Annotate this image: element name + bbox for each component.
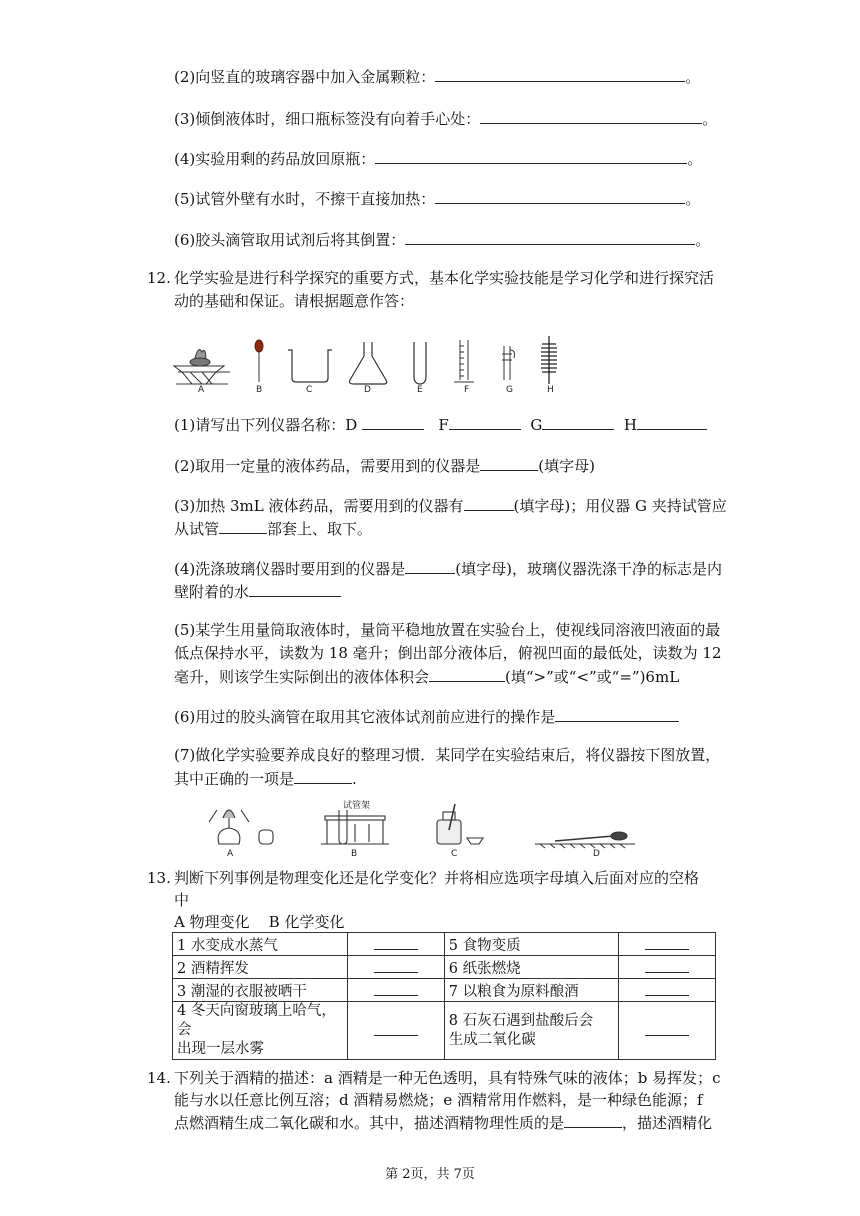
instrument-c-beaker-icon bbox=[288, 350, 332, 382]
table-cell: 7 以粮食为原料酿酒 bbox=[444, 979, 618, 1002]
answer-blank[interactable] bbox=[374, 934, 418, 950]
answer-blank[interactable] bbox=[435, 66, 685, 82]
q12-part-7: (7)做化学实验要养成良好的整理习惯．某同学在实验结束后，将仪器按下图放置， bbox=[174, 746, 721, 764]
figure-label: A bbox=[198, 385, 205, 394]
table-cell: 1 水变成水蒸气 bbox=[173, 933, 348, 956]
answer-blank[interactable] bbox=[480, 455, 538, 471]
answer-cell[interactable] bbox=[347, 1002, 444, 1060]
figure-label: D bbox=[364, 385, 371, 394]
instrument-f-cylinder-icon bbox=[454, 340, 474, 382]
instrument-g-holder-icon bbox=[502, 346, 515, 380]
answer-cell[interactable] bbox=[618, 933, 715, 956]
q13-table bbox=[172, 932, 716, 1060]
answer-blank[interactable] bbox=[374, 957, 418, 973]
answer-blank[interactable] bbox=[435, 188, 685, 204]
question-number: 14. bbox=[147, 1069, 171, 1087]
answer-blank[interactable] bbox=[542, 414, 614, 430]
q14-text: 下列关于酒精的描述：a 酒精是一种无色透明，具有特殊气味的液体；b 易挥发；c bbox=[174, 1069, 721, 1087]
q12-part-7-cont: 其中正确的一项是 . bbox=[174, 770, 357, 788]
answer-cell[interactable] bbox=[347, 956, 444, 979]
answer-cell[interactable] bbox=[618, 956, 715, 979]
answer-blank[interactable] bbox=[645, 1020, 689, 1036]
answer-blank[interactable] bbox=[374, 1020, 418, 1036]
answer-cell[interactable] bbox=[347, 979, 444, 1002]
q12-part-3: (3)加热 3mL 液体药品，需要用到的仪器有 (填字母)；用仪器 G 夹持试管应 bbox=[174, 497, 727, 515]
q11-item-6: (6)胶头滴管取用试剂后将其倒置： 。 bbox=[174, 231, 711, 249]
figure-label: F bbox=[464, 385, 470, 394]
q13-intro: 判断下列事例是物理变化还是化学变化？并将相应选项字母填入后面对应的空格 bbox=[174, 869, 700, 887]
table-cell: 5 食物变质 bbox=[444, 933, 618, 956]
page-footer: 第 2页，共 7页 bbox=[385, 1167, 475, 1182]
answer-blank[interactable] bbox=[362, 414, 424, 430]
answer-cell[interactable] bbox=[347, 933, 444, 956]
figure-label: G bbox=[506, 385, 513, 394]
answer-blank[interactable] bbox=[449, 414, 521, 430]
q12-part-3-cont: 从试管 部套上、取下。 bbox=[174, 520, 373, 538]
figure-label: C bbox=[306, 385, 313, 394]
q11-item-3: (3)倾倒液体时，细口瓶标签没有向着手心处： 。 bbox=[174, 110, 718, 128]
instrument-d-flask-icon bbox=[350, 342, 387, 384]
question-number: 13. bbox=[147, 869, 171, 887]
q12-part-1: (1)请写出下列仪器名称：D F G H bbox=[174, 414, 707, 435]
q12-part-6: (6)用过的胶头滴管在取用其它液体试剂前应进行的操作是 bbox=[174, 706, 679, 727]
q12-part-5-cont: 低点保持水平，读数为 18 毫升；倒出部分液体后，俯视凹面的最低处，读数为 12 bbox=[174, 644, 722, 662]
figure-label: C bbox=[451, 849, 458, 859]
figure-label: B bbox=[351, 849, 358, 859]
figure-label: D bbox=[593, 849, 600, 859]
figure-label: A bbox=[227, 849, 234, 859]
table-cell: 6 纸张燃烧 bbox=[444, 956, 618, 979]
q12-part-4-cont: 壁附着的水 bbox=[174, 581, 341, 602]
answer-cell[interactable] bbox=[618, 1002, 715, 1060]
answer-blank[interactable] bbox=[375, 148, 687, 164]
answer-blank[interactable] bbox=[645, 957, 689, 973]
figure-label: E bbox=[417, 385, 423, 394]
table-row bbox=[173, 979, 716, 1002]
instrument-a-icon bbox=[174, 350, 230, 384]
table-cell: 2 酒精挥发 bbox=[173, 956, 348, 979]
answer-blank[interactable] bbox=[564, 1112, 622, 1128]
question-number: 12. bbox=[147, 269, 171, 287]
instrument-e-test-tube-icon bbox=[414, 342, 426, 384]
instrument-b-dropper-icon bbox=[255, 340, 263, 382]
q11-item-4: (4)实验用剩的药品放回原瓶： 。 bbox=[174, 150, 703, 168]
q14-text: 点燃酒精生成二氧化碳和水。其中，描述酒精物理性质的是 ，描述酒精化 bbox=[174, 1114, 713, 1132]
answer-blank[interactable] bbox=[637, 414, 707, 430]
answer-blank[interactable] bbox=[249, 581, 341, 597]
answer-blank[interactable] bbox=[429, 666, 505, 682]
figure-label: H bbox=[547, 385, 554, 394]
answer-blank[interactable] bbox=[645, 980, 689, 996]
reagent-bottle-icon bbox=[437, 804, 483, 844]
instrument-h-brush-icon bbox=[541, 336, 557, 384]
answer-blank[interactable] bbox=[555, 706, 679, 722]
test-tube-rack-icon bbox=[321, 810, 389, 844]
table-row bbox=[173, 956, 716, 979]
q12-part-5-cont: 毫升，则该学生实际倒出的液体体积会 (填“>”或“<”或“=”)6mL bbox=[174, 668, 680, 686]
dropper-on-table-icon bbox=[535, 832, 635, 848]
q12-part-5: (5)某学生用量筒取液体时，量筒平稳地放置在实验台上，使视线同溶液凹液面的最 bbox=[174, 621, 721, 639]
q11-item-2: (2)向竖直的玻璃容器中加入金属颗粒： 。 bbox=[174, 68, 701, 86]
table-cell: 3 潮湿的衣服被晒干 bbox=[173, 979, 348, 1002]
rack-label: 试管架 bbox=[343, 801, 371, 811]
lab-instruments-figure bbox=[172, 334, 572, 394]
answer-blank[interactable] bbox=[405, 229, 695, 245]
q13-options: A 物理变化 B 化学变化 bbox=[174, 913, 345, 931]
table-cell: 4 冬天向窗玻璃上哈气，会 出现一层水雾 bbox=[173, 1002, 348, 1060]
answer-blank[interactable] bbox=[405, 558, 455, 574]
answer-blank[interactable] bbox=[374, 980, 418, 996]
answer-blank[interactable] bbox=[480, 108, 702, 124]
alcohol-lamp-icon bbox=[209, 810, 273, 844]
q13-intro: 中 bbox=[174, 891, 190, 909]
q12-part-4: (4)洗涤玻璃仪器时要用到的仪器是 (填字母)，玻璃仪器洗涤干净的标志是内 bbox=[174, 560, 722, 578]
q12-intro: 化学实验是进行科学探究的重要方式，基本化学实验技能是学习化学和进行探究活 bbox=[174, 269, 715, 287]
table-row bbox=[173, 1002, 716, 1060]
answer-blank[interactable] bbox=[464, 495, 514, 511]
q12-intro: 动的基础和保证。请根据题意作答： bbox=[174, 292, 415, 310]
answer-blank[interactable] bbox=[219, 518, 267, 534]
answer-blank[interactable] bbox=[645, 934, 689, 950]
q11-item-5: (5)试管外壁有水时，不擦干直接加热： 。 bbox=[174, 190, 701, 208]
instrument-placement-figure bbox=[205, 800, 635, 860]
answer-blank[interactable] bbox=[294, 768, 352, 784]
q14-text: 能与水以任意比例互溶；d 酒精易燃烧；e 酒精常用作燃料，是一种绿色能源；f bbox=[174, 1091, 703, 1109]
q12-part-2: (2)取用一定量的液体药品，需要用到的仪器是 (填字母) bbox=[174, 457, 595, 475]
figure-label: B bbox=[256, 385, 263, 394]
table-row bbox=[173, 933, 716, 956]
answer-cell[interactable] bbox=[618, 979, 715, 1002]
table-cell: 8 石灰石遇到盐酸后会 生成二氧化碳 bbox=[444, 1002, 618, 1060]
